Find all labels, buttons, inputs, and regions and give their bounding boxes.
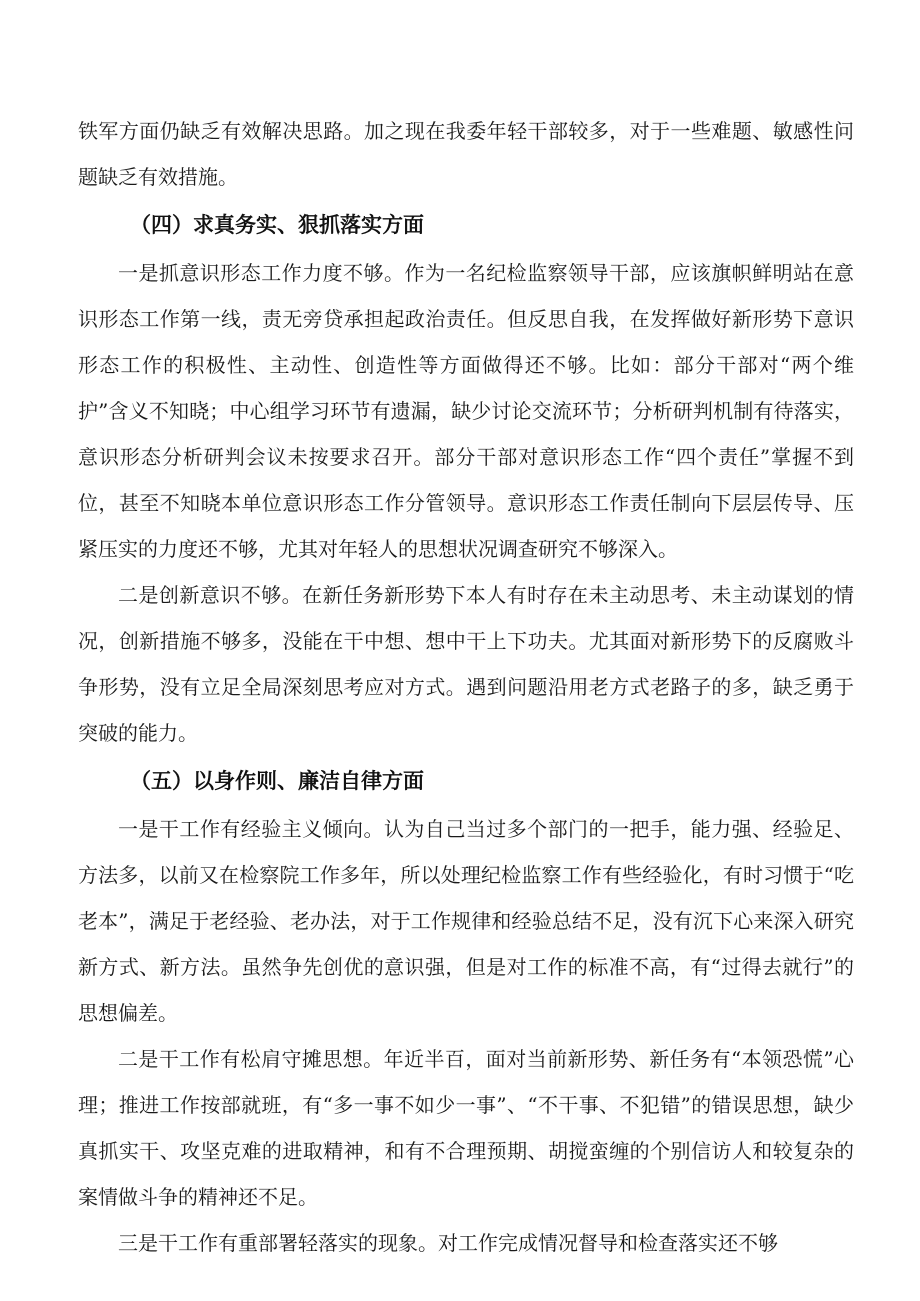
paragraph-5-2: 二是干工作有松肩守摊思想。年近半百，面对当前新形势、新任务有“本领恐慌”心理；推进工作按部就班，有“多一事不如少一事”、“不干事、不犯错”的错误思想，缺少真抓实干、攻坚克难的进取精神，和有不合理预期、胡搅蛮缠的个别信访人和较复杂的案情做斗争的精神还不足。: [78, 1047, 854, 1209]
paragraph-5-3: 三是干工作有重部署轻落实的现象。对工作完成情况督导和检查落实还不够: [118, 1231, 778, 1255]
section-heading-5: （五）以身作则、廉洁自律方面: [130, 769, 424, 793]
paragraph-4-2: 二是创新意识不够。在新任务新形势下本人有时存在未主动思考、未主动谋划的情况，创新措施不够多，没能在干中想、想中干上下功夫。尤其面对新形势下的反腐败斗争形势，没有立足全局深刻思考应对方式。遇到问题沿用老方式老路子的多，缺乏勇于突破的能力。: [78, 583, 854, 745]
section-heading-4: （四）求真务实、狠抓落实方面: [130, 213, 424, 237]
document-body: [78, 108, 854, 1266]
paragraph-4-1: 一是抓意识形态工作力度不够。作为一名纪检监察领导干部，应该旗帜鲜明站在意识形态工作第一线，责无旁贷承担起政治责任。但反思自我，在发挥做好新形势下意识形态工作的积极性、主动性、创造性等方面做得还不够。比如：部分干部对“两个维护”含义不知晓；中心组学习环节有遗漏，缺少讨论交流环节；分析研判机制有待落实，意识形态分析研判会议未按要求召开。部分干部对意识形态工作“四个责任”掌握不到位，甚至不知晓本单位意识形态工作分管领导。意识形态工作责任制向下层层传导、压紧压实的力度还不够，尤其对年轻人的思想状况调查研究不够深入。: [78, 261, 854, 561]
continuation-paragraph: 铁军方面仍缺乏有效解决思路。加之现在我委年轻干部较多，对于一些难题、敏感性问题缺乏有效措施。: [78, 119, 854, 189]
paragraph-5-1: 一是干工作有经验主义倾向。认为自己当过多个部门的一把手，能力强、经验足、方法多，以前又在检察院工作多年，所以处理纪检监察工作有些经验化，有时习惯于“吃老本”，满足于老经验、老办法，对于工作规律和经验总结不足，没有沉下心来深入研究新方式、新方法。虽然争先创优的意识强，但是对工作的标准不高，有“过得去就行”的思想偏差。: [78, 817, 854, 1025]
